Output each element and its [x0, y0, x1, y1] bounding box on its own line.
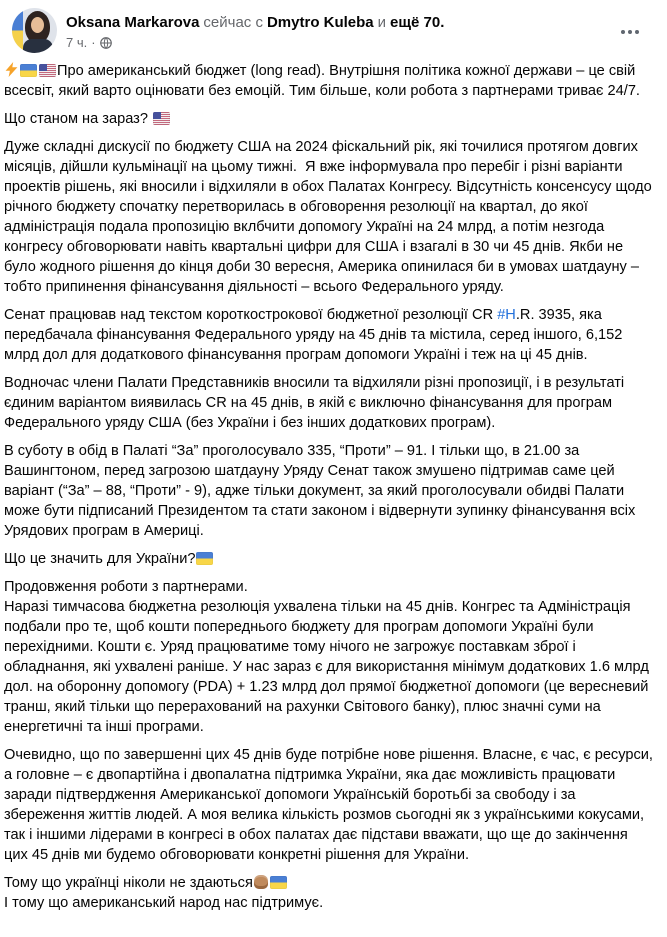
ua-flag-emoji: [270, 876, 287, 889]
ellipsis-icon: [635, 30, 639, 34]
ukraine-flag-backdrop: [12, 8, 23, 53]
header-text: [66, 8, 448, 51]
fist-emoji: [254, 875, 268, 889]
with-label: сейчас с: [203, 14, 263, 31]
more-tagged-link[interactable]: ещё 70.: [390, 14, 445, 31]
author-line: [66, 13, 448, 32]
ellipsis-icon: [621, 30, 625, 34]
profile-photo[interactable]: [12, 8, 57, 53]
timestamp-link[interactable]: 7 ч.: [66, 35, 88, 50]
us-flag-emoji: [39, 64, 56, 77]
bolt-emoji: [5, 62, 18, 77]
ellipsis-icon: [628, 30, 632, 34]
us-flag-emoji: [153, 112, 170, 125]
post-paragraph: Про американський бюджет (long read). Внутрішня політика кожної держави – це свій всесвіт, який варто оцінювати без емоцій. Тим більше, коли робота з партнерами триває 24/7.: [4, 63, 640, 99]
hashtag-link[interactable]: #H: [497, 307, 516, 323]
post-paragraph: Сенат працював над текстом короткострокової бюджетної резолюції CR #H.R. 3935, яка передбачала фінансування Федерального уряду на 45 днів та містила, серед іншого, 6,152 млрд дол для додаткового фінансування програм допомоги Україні і теж на ці 45 днів.: [4, 307, 627, 363]
avatar-face: [31, 17, 44, 33]
author-name-link[interactable]: Oksana Markarova: [66, 14, 200, 31]
post-header: [0, 0, 667, 53]
post-paragraph: Дуже складні дискусії по бюджету США на 2024 фіскальний рік, які точилися протягом довгих місяців, дійшли кульмінації на цьому тижні. Я вже інформувала про перебіг і різні варіанти проектів рішень, які вносили і відхиляли в обох Палатах Конгресу. Відсутність консенсусу щодо річного бюджету спочатку перетворилась в обговорення резолюції на квартал, до якої адміністрація подала пропозицію вклбчити допомогу Україні на 24 млрд, а потім незгода конгресу обговорювати навіть квартальні цифри для США і взагалі в 30 чи 45 днів. Якби не було жодного рішення до кінця доби 30 вересня, Америка опинилася би в умовах шатдауну – тобто припинення фінансування діяльності – всього Федерального уряду.: [4, 139, 656, 295]
post-paragraph: Що це значить для України?: [4, 549, 653, 569]
avatar-torso: [23, 39, 53, 53]
post-paragraph: Очевидно, що по завершенні цих 45 днів буде потрібне нове рішення. Власне, є час, є ресурси, а головне – є двопартійна і двопалатна підтримка України, яка дає можливість працювати заради підтвердження Американської допомоги Українській боротьбі за свободу і за збереження життів людей. А моя велика кількість розмов сьогодні як з українськими кокусами, так і іншими лідерами в конгресі в обох палатах дає підстави вважати, що ще до закінчення цих 45 днів ми будемо обговорювати конкретні рішення для України.: [4, 747, 658, 863]
globe-privacy-icon: [100, 37, 112, 49]
post-options-button[interactable]: [619, 24, 641, 40]
post-paragraph: Що станом на зараз?: [4, 109, 653, 129]
post-meta: [66, 35, 448, 51]
tagged-friend-link[interactable]: Dmytro Kuleba: [266, 14, 374, 31]
post-paragraph: Водночас члени Палати Представників вносили та відхиляли різні пропозиції, і в результаті єдиним варіантом виявилась CR на 45 днів, в якій є виключно фінансування для програм Федерального уряду США (без України і без інших додаткових програм).: [4, 375, 629, 431]
meta-separator: ·: [91, 35, 96, 50]
post-body: [0, 53, 667, 913]
ua-flag-emoji: [20, 64, 37, 77]
post-paragraph: Продовження роботи з партнерами. Наразі тимчасова бюджетна резолюція ухвалена тільки на 45 днів. Конгрес та Адміністрація подбали про те, щоб кошти попереднього бюджету для програм допомоги Україні були перехідними. Кошти є. Уряд працюватиме тому нічого не загрожує поставкам зброї і обладнання, які ухвалені раніше. У нас зараз є для використання мінімум додаткових 1.6 млрд дол. на оборонну допомогу (PDA) + 1.23 млрд дол прямої бюджетної допомоги (це вересневий транш, який тільки що перерахований на рахунки Світового банку), плюс значні суми на енергетичні та інші програми.: [4, 579, 653, 735]
post-paragraph: В суботу в обід в Палаті “За” проголосувало 335, “Проти” – 91. І тільки що, в 21.00 за Вашингтоном, перед загрозою шатдауну Уряду Сенат також змушено підтримав саме цей варіант (“За” – 88, “Проти” - 9), адже тільки документ, за який проголосували обидві Палати може бути підписаний Президентом та стати законом і відвернути зупинку фінансування всіх Урядових програм в Америці.: [4, 443, 640, 539]
ua-flag-emoji: [196, 552, 213, 565]
post-paragraph: Тому що українці ніколи не здаються І тому що американський народ нас підтримує.: [4, 875, 324, 911]
and-label: и: [377, 14, 387, 31]
